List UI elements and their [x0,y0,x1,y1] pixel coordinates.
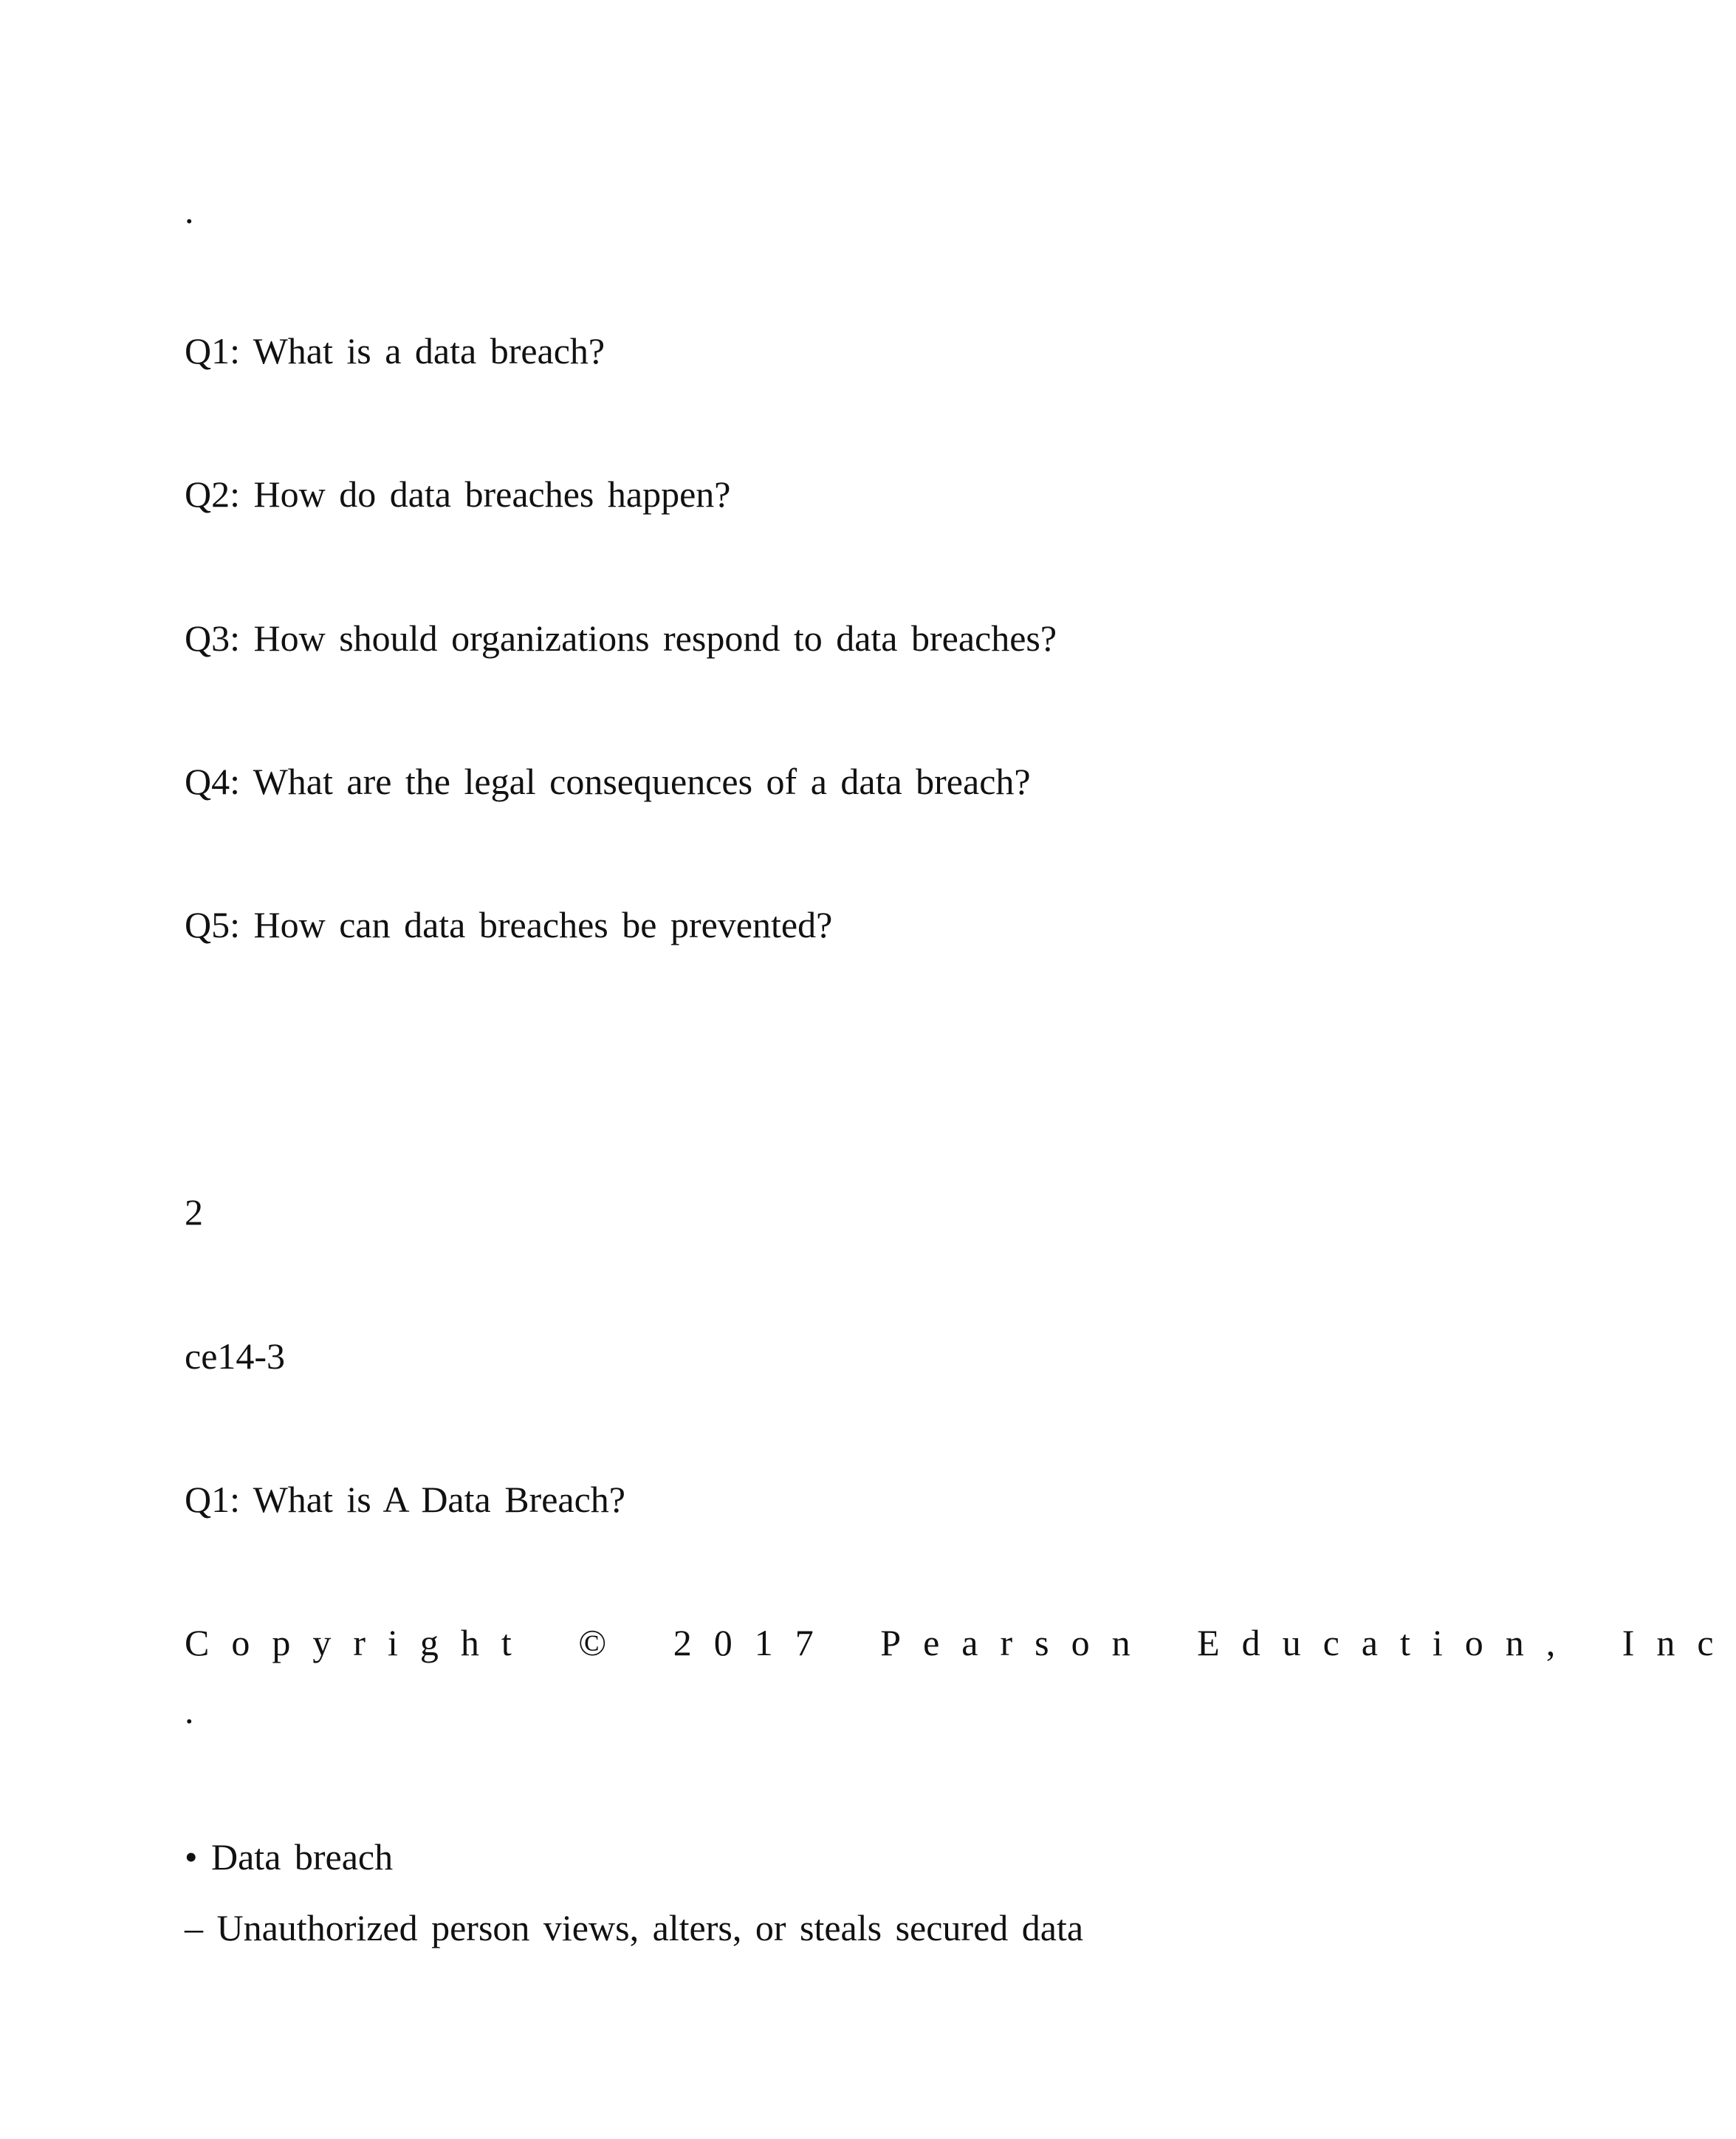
question-3: Q3: How should organizations respond to data breaches? [185,617,1057,659]
top-dot: . [185,190,194,231]
question-4: Q4: What are the legal consequences of a data breach? [185,761,1031,802]
question-2: Q2: How do data breaches happen? [185,473,731,515]
question-5: Q5: How can data breaches be prevented? [185,904,833,945]
copyright-notice: Copyright © 2017 Pearson Education, Inc [185,1622,1736,1663]
question-1: Q1: What is a data breach? [185,330,605,372]
slide-number: 2 [185,1191,203,1233]
copyright-dot: . [185,1690,194,1731]
slide-title: Q1: What is A Data Breach? [185,1479,625,1520]
slide-code: ce14-3 [185,1335,286,1377]
sub-bullet-definition: – Unauthorized person views, alters, or steals secured data [185,1907,1084,1948]
bullet-data-breach: • Data breach [185,1836,394,1878]
